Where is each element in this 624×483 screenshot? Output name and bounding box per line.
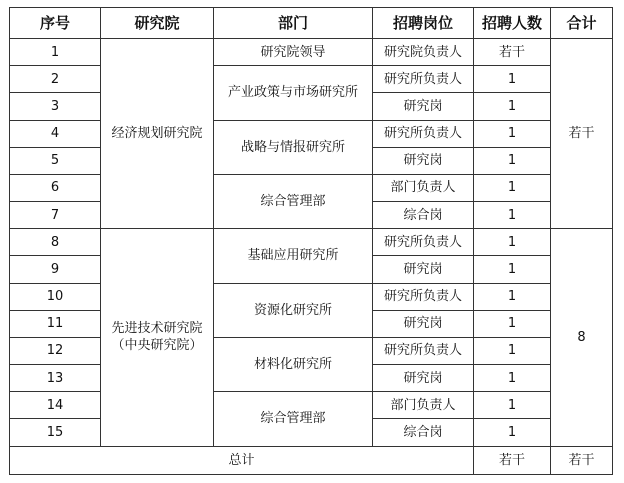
institute-cell — [101, 229, 214, 446]
seq-cell: 4 — [10, 120, 101, 147]
institute-name: 经济规划研究院 — [111, 126, 203, 142]
header-dept: 部门 — [214, 8, 373, 39]
dept-cell: 研究院领导 — [214, 39, 373, 66]
table-row — [10, 120, 613, 147]
position-cell: 研究所负责人 — [373, 337, 474, 364]
count-cell: 1 — [474, 392, 551, 419]
table-row — [10, 174, 613, 201]
table-row — [10, 283, 613, 310]
subtotal-cell: 若干 — [551, 39, 613, 229]
seq-cell: 11 — [10, 310, 101, 337]
seq-cell: 10 — [10, 283, 101, 310]
position-cell: 研究院负责人 — [373, 39, 474, 66]
count-cell: 1 — [474, 202, 551, 229]
seq-cell: 12 — [10, 337, 101, 364]
dept-cell: 基础应用研究所 — [214, 229, 373, 283]
dept-cell: 资源化研究所 — [214, 283, 373, 337]
seq-cell: 2 — [10, 66, 101, 93]
recruitment-table — [9, 7, 613, 475]
dept-cell: 战略与情报研究所 — [214, 120, 373, 174]
position-cell: 研究所负责人 — [373, 66, 474, 93]
dept-cell: 综合管理部 — [214, 392, 373, 446]
count-cell: 1 — [474, 147, 551, 174]
seq-cell: 15 — [10, 419, 101, 446]
position-cell: 综合岗 — [373, 419, 474, 446]
seq-cell: 5 — [10, 147, 101, 174]
header-position: 招聘岗位 — [373, 8, 474, 39]
institute-name-line2: （中央研究院） — [111, 338, 203, 354]
count-cell: 1 — [474, 120, 551, 147]
position-cell: 研究岗 — [373, 147, 474, 174]
header-row — [10, 8, 613, 39]
position-cell: 研究岗 — [373, 365, 474, 392]
count-cell: 1 — [474, 365, 551, 392]
total-row — [10, 446, 613, 474]
header-seq: 序号 — [10, 8, 101, 39]
seq-cell: 3 — [10, 93, 101, 120]
seq-cell: 7 — [10, 202, 101, 229]
position-cell: 研究所负责人 — [373, 229, 474, 256]
institute-name: 先进技术研究院 — [111, 321, 203, 337]
header-subtotal: 合计 — [551, 8, 613, 39]
seq-cell: 14 — [10, 392, 101, 419]
count-cell: 1 — [474, 229, 551, 256]
position-cell: 综合岗 — [373, 202, 474, 229]
table-row — [10, 337, 613, 364]
count-cell: 1 — [474, 256, 551, 283]
table-row — [10, 39, 613, 66]
seq-cell: 6 — [10, 174, 101, 201]
position-cell: 部门负责人 — [373, 392, 474, 419]
position-cell: 研究所负责人 — [373, 120, 474, 147]
subtotal-cell: 8 — [551, 229, 613, 446]
position-cell: 研究所负责人 — [373, 283, 474, 310]
position-cell: 部门负责人 — [373, 174, 474, 201]
count-cell: 1 — [474, 310, 551, 337]
seq-cell: 13 — [10, 365, 101, 392]
seq-cell: 8 — [10, 229, 101, 256]
count-cell: 1 — [474, 93, 551, 120]
count-cell: 1 — [474, 337, 551, 364]
dept-cell: 产业政策与市场研究所 — [214, 66, 373, 120]
institute-cell — [101, 39, 214, 229]
total-subtotal: 若干 — [551, 446, 613, 474]
table-row — [10, 229, 613, 256]
position-cell: 研究岗 — [373, 310, 474, 337]
count-cell: 1 — [474, 66, 551, 93]
count-cell: 若干 — [474, 39, 551, 66]
position-cell: 研究岗 — [373, 93, 474, 120]
seq-cell: 1 — [10, 39, 101, 66]
seq-cell: 9 — [10, 256, 101, 283]
table-row — [10, 392, 613, 419]
header-institute: 研究院 — [101, 8, 214, 39]
table-row — [10, 66, 613, 93]
header-count: 招聘人数 — [474, 8, 551, 39]
position-cell: 研究岗 — [373, 256, 474, 283]
count-cell: 1 — [474, 283, 551, 310]
dept-cell: 综合管理部 — [214, 174, 373, 228]
count-cell: 1 — [474, 419, 551, 446]
total-count: 若干 — [474, 446, 551, 474]
total-label: 总计 — [10, 446, 474, 474]
dept-cell: 材料化研究所 — [214, 337, 373, 391]
count-cell: 1 — [474, 174, 551, 201]
